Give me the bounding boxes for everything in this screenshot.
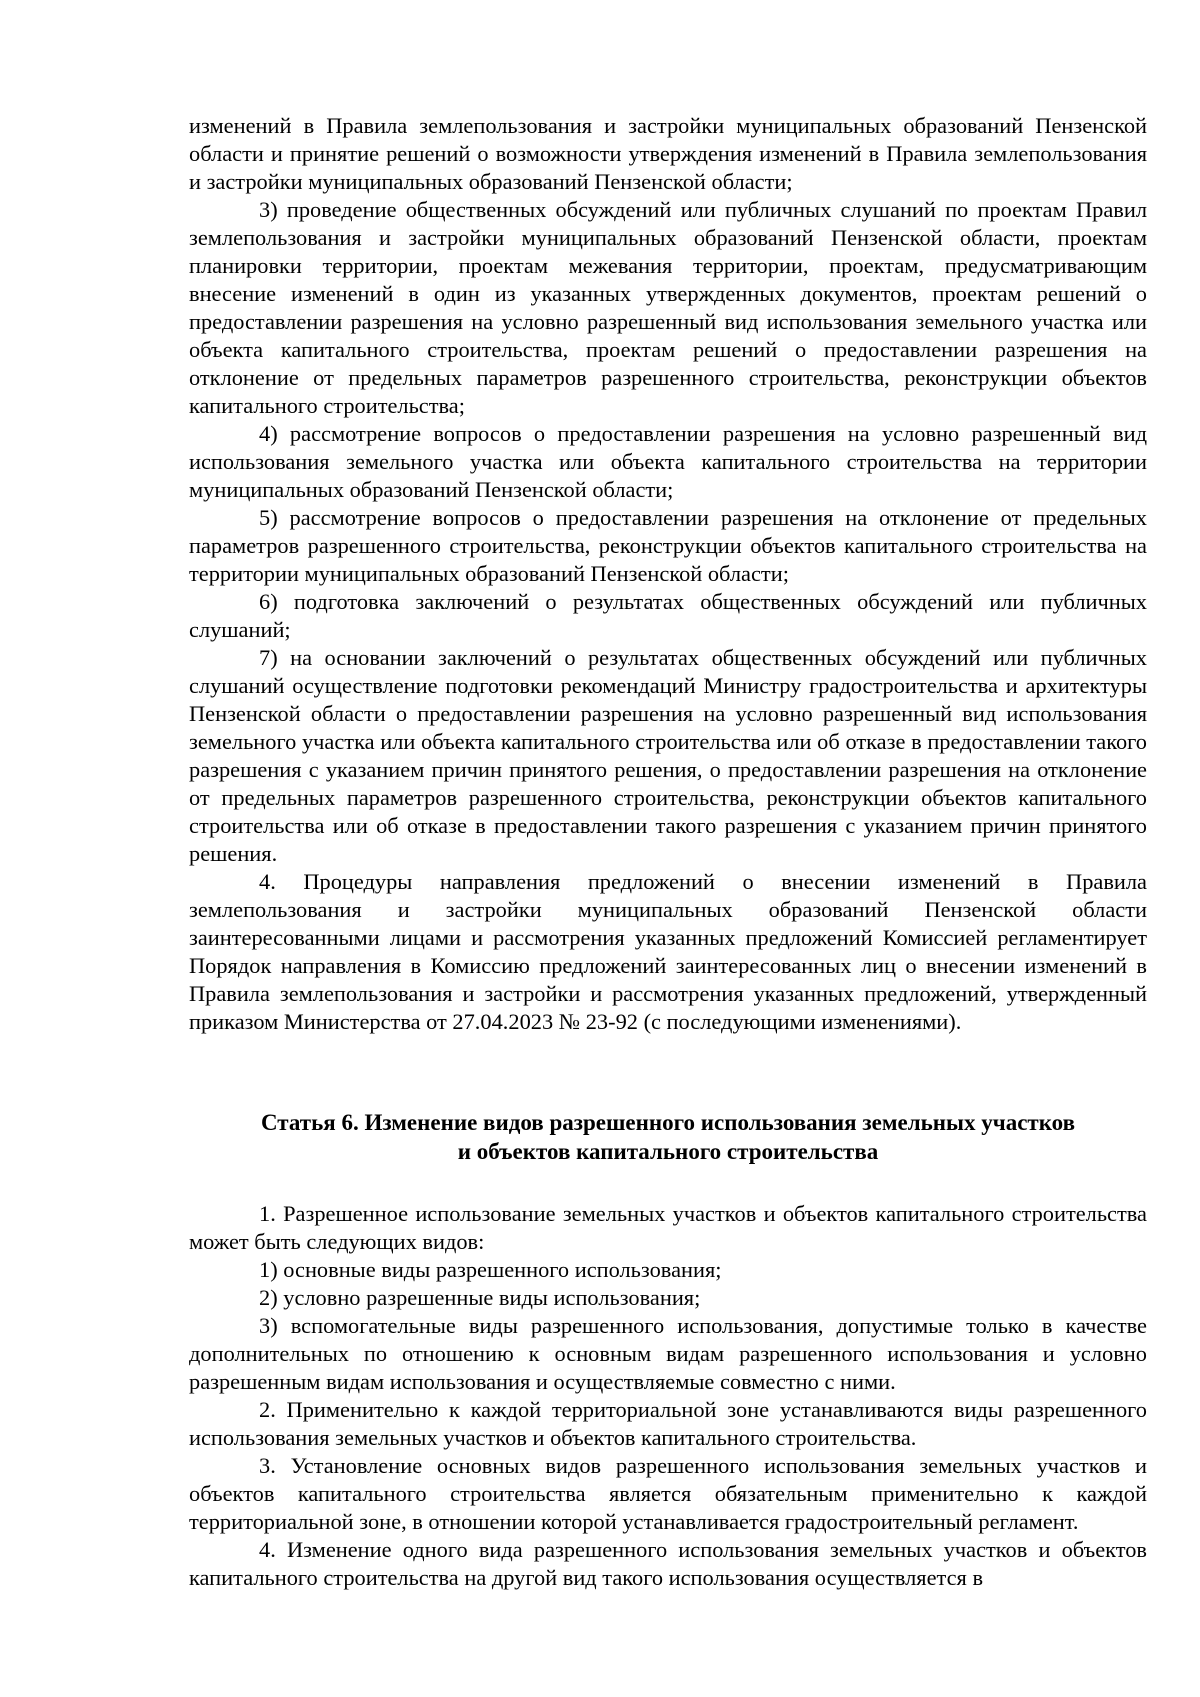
paragraph-item-3: 3) проведение общественных обсуждений или публичных слушаний по проектам Правил землепользования и застройки муниципальных образований Пензенской области, проектам планировки территории, проектам межевания территории, проектам, предусматривающим внесение изменений в один из указанных утвержденных документов, проектам решений о предоставлении разрешения на условно разрешенный вид использования земельного участка или объекта капитального строительства, проектам решений о предоставлении разрешения на отклонение от предельных параметров разрешенного строительства, реконструкции объектов капитального строительства;: [189, 197, 1147, 418]
paragraph-point-4: 4. Процедуры направления предложений о внесении изменений в Правила землепользования и застройки муниципальных образований Пензенской области заинтересованными лицами и рассмотрения указанных предложений Комиссией регламентирует Порядок направления в Комиссию предложений заинтересованных лиц о внесении изменений в Правила землепользования и застройки и рассмотрения указанных предложений, утвержденный приказом Министерства от 27.04.2023 № 23-92 (с последующими изменениями).: [189, 869, 1147, 1034]
paragraph-item-6: 6) подготовка заключений о результатах общественных обсуждений или публичных слушаний;: [189, 589, 1147, 642]
page-content: [189, 112, 1147, 1592]
paragraph-item-7: 7) на основании заключений о результатах общественных обсуждений или публичных слушаний осуществление подготовки рекомендаций Министру градостроительства и архитектуры Пензенской области о предоставлении разрешения на условно разрешенный вид использования земельного участка или объекта капитального строительства или об отказе в предоставлении такого разрешения с указанием причин принятого решения, о предоставлении разрешения на отклонение от предельных параметров разрешенного строительства, реконструкции объектов капитального строительства или об отказе в предоставлении такого разрешения с указанием причин принятого решения.: [189, 645, 1147, 866]
article-6-title-line-2: и объектов капитального строительства: [457, 1139, 879, 1164]
article-6-title-line-1: Статья 6. Изменение видов разрешенного использования земельных участков: [261, 1110, 1075, 1135]
article-6-subitem-3: 3) вспомогательные виды разрешенного использования, допустимые только в качестве дополнительных по отношению к основным видам разрешенного использования и условно разрешенным видам использования и осуществляемые совместно с ними.: [189, 1313, 1147, 1394]
article-6-point-2: 2. Применительно к каждой территориальной зоне устанавливаются виды разрешенного использования земельных участков и объектов капитального строительства.: [189, 1397, 1147, 1450]
article-6-heading: [189, 1108, 1147, 1166]
paragraph-continuation: изменений в Правила землепользования и застройки муниципальных образований Пензенской области и принятие решений о возможности утверждения изменений в Правила землепользования и застройки муниципальных образований Пензенской области;: [189, 113, 1147, 194]
paragraph-item-5: 5) рассмотрение вопросов о предоставлении разрешения на отклонение от предельных параметров разрешенного строительства, реконструкции объектов капитального строительства на территории муниципальных образований Пензенской области;: [189, 505, 1147, 586]
article-6-subitem-1: 1) основные виды разрешенного использования;: [259, 1257, 722, 1282]
paragraph-item-4: 4) рассмотрение вопросов о предоставлении разрешения на условно разрешенный вид использования земельного участка или объекта капитального строительства на территории муниципальных образований Пензенской области;: [189, 421, 1147, 502]
article-6-point-4: 4. Изменение одного вида разрешенного использования земельных участков и объектов капитального строительства на другой вид такого использования осуществляется в: [189, 1537, 1147, 1590]
article-6-point-3: 3. Установление основных видов разрешенного использования земельных участков и объектов капитального строительства является обязательным применительно к каждой территориальной зоне, в отношении которой устанавливается градостроительный регламент.: [189, 1453, 1147, 1534]
article-6-point-1: 1. Разрешенное использование земельных участков и объектов капитального строительства может быть следующих видов:: [189, 1201, 1147, 1254]
article-6-subitem-2: 2) условно разрешенные виды использования;: [259, 1285, 701, 1310]
